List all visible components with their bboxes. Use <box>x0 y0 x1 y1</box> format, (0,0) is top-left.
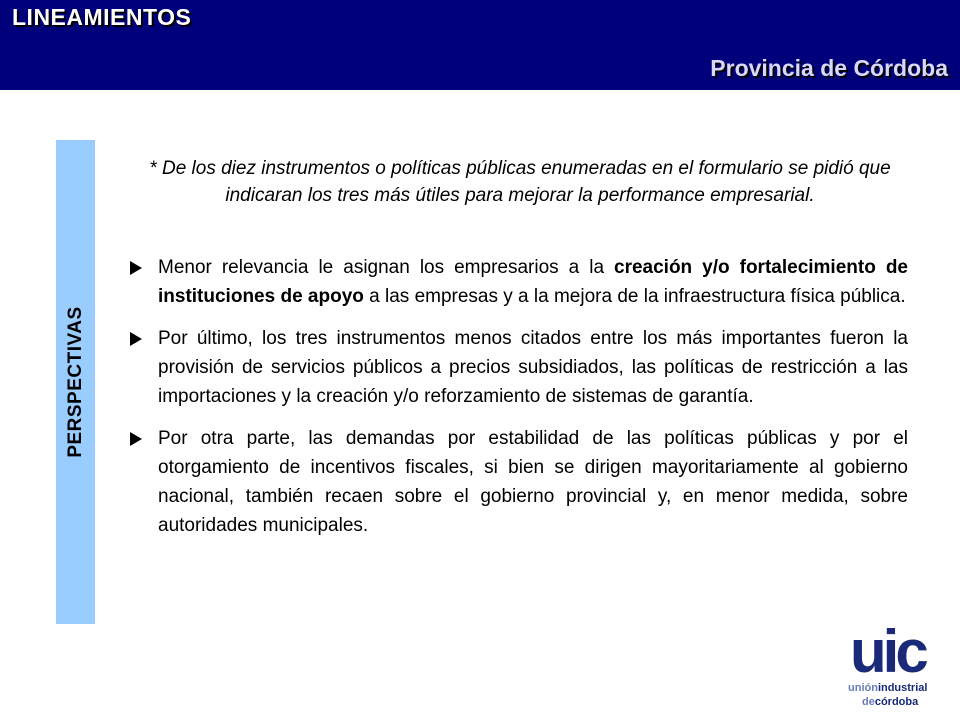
bullet-1-text-end: a las empresas y a la mejora de la infraestructura física pública. <box>363 286 906 307</box>
page-title: LINEAMIENTOS <box>12 4 192 30</box>
logo-word-industrial: industrial <box>877 682 928 694</box>
logo-word-cordoba: córdoba <box>874 696 919 708</box>
header-bar <box>0 0 960 90</box>
uic-logo <box>842 600 960 720</box>
side-tab <box>56 140 95 624</box>
logo-word-union: unión <box>848 682 878 694</box>
bullet-list <box>128 253 908 553</box>
logo-line-2 <box>862 696 918 708</box>
bullet-item-3 <box>128 424 908 540</box>
bullet-arrow-icon <box>130 432 142 446</box>
intro-note: * De los diez instrumentos o políticas públicas enumeradas en el formulario se pidió que indicaran los tres más útiles para mejorar la performance empresarial. <box>149 158 891 206</box>
bullet-arrow-icon <box>130 261 142 275</box>
logo-word-de: de <box>862 696 875 708</box>
page-subtitle: Provincia de Córdoba <box>710 55 948 81</box>
logo-line-1 <box>848 682 927 694</box>
bullet-1-text-start: Menor relevancia le asignan los empresarios a la <box>158 257 615 278</box>
bullet-1-text-bold: creación y/o fortalecimiento de instituciones de apoyo <box>158 257 908 307</box>
bullet-item-2 <box>128 324 908 411</box>
logo-mark: uic <box>850 618 925 685</box>
bullet-3-text: Por otra parte, las demandas por estabilidad de las políticas públicas y por el otorgamiento de incentivos fiscales, si bien se dirigen mayoritariamente al gobierno nacional, también recaen sobre el gobierno provincial y, en menor medida, sobre autoridades municipales. <box>158 428 908 536</box>
bullet-arrow-icon <box>130 332 142 346</box>
bullet-2-text: Por último, los tres instrumentos menos citados entre los más importantes fueron la provisión de servicios públicos a precios subsidiados, las políticas de restricción a las importaciones y la creación y/o reforzamiento de sistemas de garantía. <box>158 328 908 407</box>
side-tab-label: PERSPECTIVAS <box>64 306 86 458</box>
bullet-item-1 <box>128 253 908 311</box>
